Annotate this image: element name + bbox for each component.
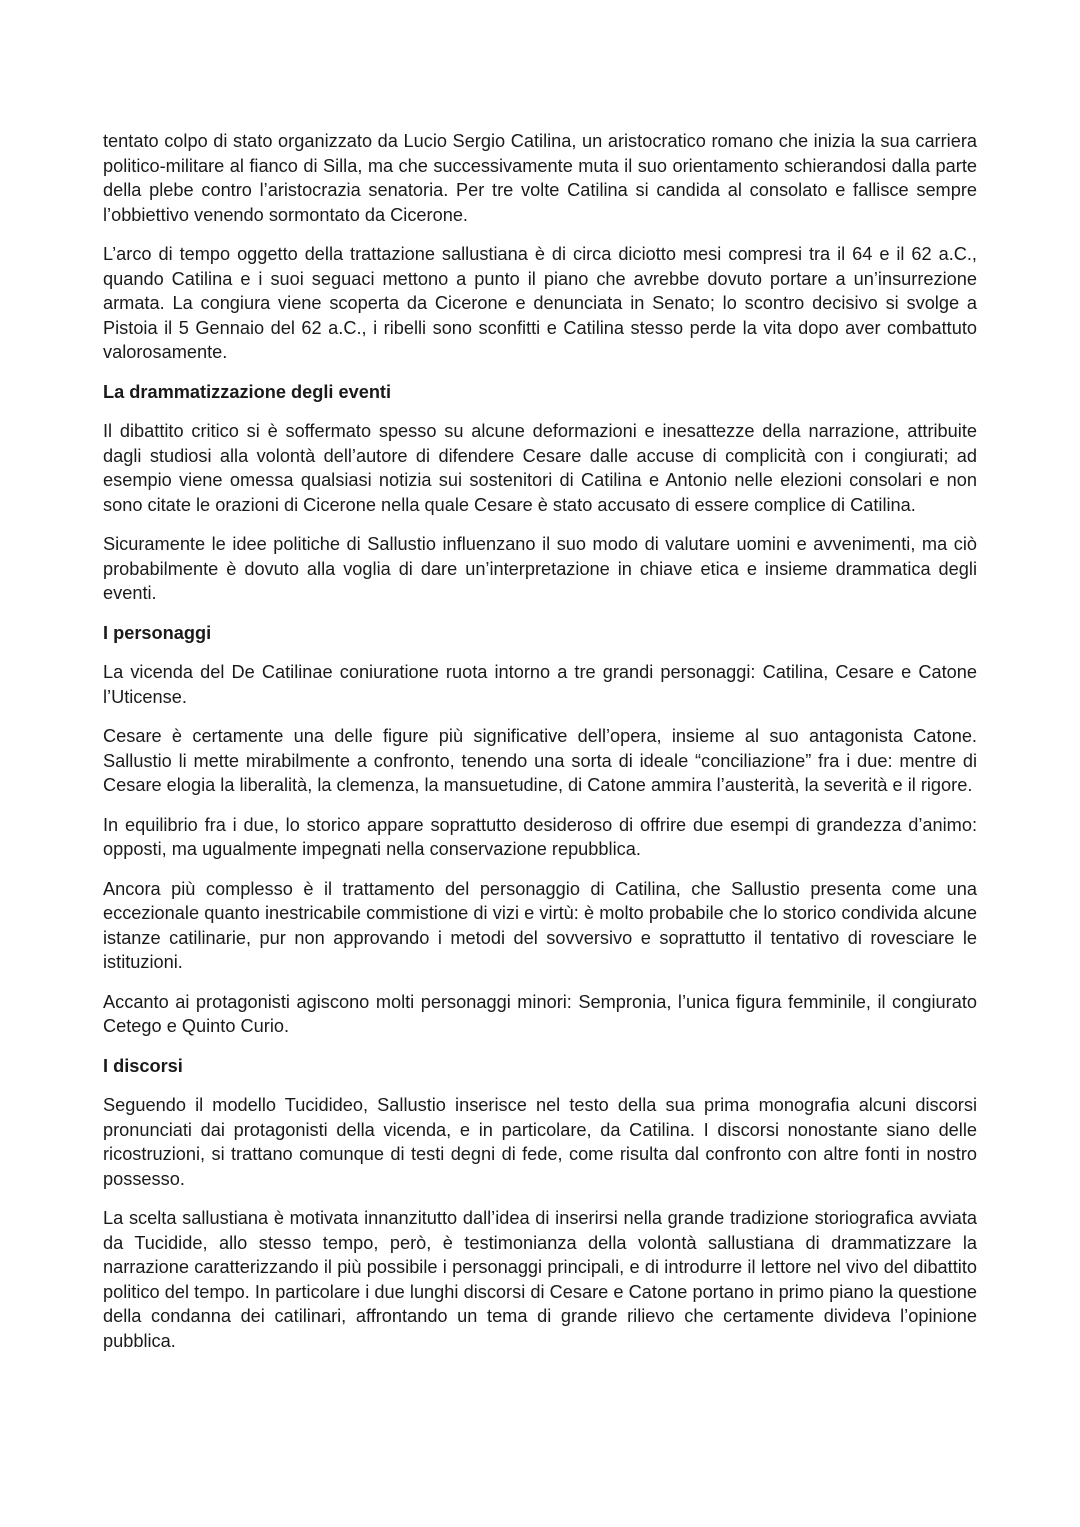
paragraph: La scelta sallustiana è motivata innanzitutto dall’idea di inserirsi nella grande tradizione storiografica avviata da Tucidide, allo stesso tempo, però, è testimonianza della volontà sallustiana di drammatizzare la narrazione caratterizzando il più possibile i personaggi principali, e di introdurre il lettore nel vivo del dibattito politico del tempo. In particolare i due lunghi discorsi di Cesare e Catone portano in primo piano la questione della condanna dei catilinari, affrontando un tema di grande rilievo che certamente divideva l’opinione pubblica. — [103, 1208, 977, 1351]
document-page — [103, 129, 977, 1368]
paragraph: Ancora più complesso è il trattamento del personaggio di Catilina, che Sallustio presenta come una eccezionale quanto inestricabile commistione di vizi e virtù: è molto probabile che lo storico condivida alcune istanze catilinarie, pur non approvando i metodi del sovversivo e soprattutto il tentativo di rovesciare le istituzioni. — [103, 878, 977, 972]
paragraph: In equilibrio fra i due, lo storico appare soprattutto desideroso di offrire due esempi di grandezza d’animo: opposti, ma ugualmente impegnati nella conservazione repubblica. — [103, 814, 977, 859]
paragraph: Sicuramente le idee politiche di Sallustio influenzano il suo modo di valutare uomini e avvenimenti, ma ciò probabilmente è dovuto alla voglia di dare un’interpretazione in chiave etica e insieme drammatica degli eventi. — [103, 534, 977, 603]
paragraph: L’arco di tempo oggetto della trattazione sallustiana è di circa diciotto mesi compresi tra il 64 e il 62 a.C., quando Catilina e i suoi seguaci mettono a punto il piano che avrebbe dovuto portare a un’insurrezione armata. La congiura viene scoperta da Cicerone e denunciata in Senato; lo scontro decisivo si svolge a Pistoia il 5 Gennaio del 62 a.C., i ribelli sono sconfitti e Catilina stesso perde la vita dopo aver combattuto valorosamente. — [103, 244, 977, 362]
paragraph: Seguendo il modello Tucidideo, Sallustio inserisce nel testo della sua prima monografia alcuni discorsi pronunciati dai protagonisti della vicenda, e in particolare, da Catilina. I discorsi nonostante siano delle ricostruzioni, si trattano comunque di testi degni di fede, come risulta dal confronto con altre fonti in nostro possesso. — [103, 1095, 977, 1189]
paragraph: Accanto ai protagonisti agiscono molti personaggi minori: Sempronia, l’unica figura femminile, il congiurato Cetego e Quinto Curio. — [103, 991, 977, 1036]
paragraph: Cesare è certamente una delle figure più significative dell’opera, insieme al suo antagonista Catone. Sallustio li mette mirabilmente a confronto, tenendo una sorta di ideale “conciliazione” fra i due: mentre di Cesare elogia la liberalità, la clemenza, la mansuetudine, di Catone ammira l’austerità, la severità e il rigore. — [103, 726, 977, 795]
paragraph: tentato colpo di stato organizzato da Lucio Sergio Catilina, un aristocratico romano che inizia la sua carriera politico-militare al fianco di Silla, ma che successivamente muta il suo orientamento schierandosi dalla parte della plebe contro l’aristocrazia senatoria. Per tre volte Catilina si candida al consolato e fallisce sempre l’obbiettivo venendo sormontato da Cicerone. — [103, 131, 977, 225]
paragraph: Il dibattito critico si è soffermato spesso su alcune deformazioni e inesattezze della narrazione, attribuite dagli studiosi alla volontà dell’autore di difendere Cesare dalle accuse di complicità con i congiurati; ad esempio viene omessa qualsiasi notizia sui sostenitori di Catilina e Antonio nelle elezioni consolari e non sono citate le orazioni di Cicerone nella quale Cesare è stato accusato di essere complice di Catilina. — [103, 421, 977, 515]
paragraph: La vicenda del De Catilinae coniuratione ruota intorno a tre grandi personaggi: Catilina, Cesare e Catone l’Uticense. — [103, 662, 977, 707]
section-heading: I discorsi — [103, 1055, 183, 1076]
section-heading: La drammatizzazione degli eventi — [103, 381, 392, 402]
section-heading: I personaggi — [103, 622, 212, 643]
